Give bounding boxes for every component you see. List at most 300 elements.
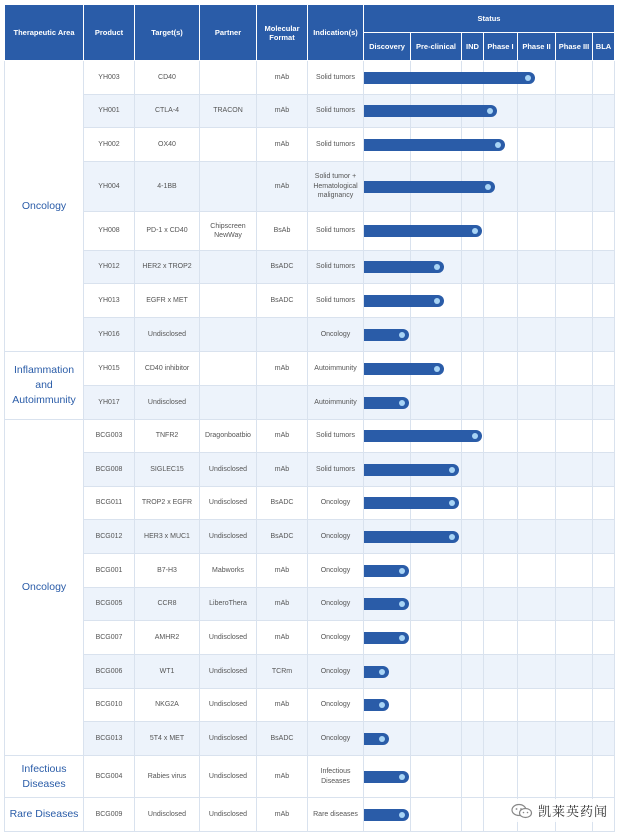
stage-cell	[364, 722, 411, 756]
format-cell: mAb	[257, 162, 308, 212]
product-cell: YH008	[84, 212, 135, 251]
progress-dot	[399, 601, 405, 607]
therapeutic-area-cell: Oncology	[5, 420, 84, 756]
stage-cell	[593, 352, 615, 386]
product-cell: BCG012	[84, 520, 135, 554]
target-cell: SIGLEC15	[135, 453, 200, 487]
stage-cell	[593, 453, 615, 487]
partner-cell	[200, 284, 257, 318]
progress-bar	[364, 464, 459, 476]
progress-dot	[434, 298, 440, 304]
stage-cell	[556, 352, 593, 386]
stage-cell	[556, 487, 593, 520]
product-cell: BCG013	[84, 722, 135, 756]
stage-cell	[556, 251, 593, 284]
indication-cell: Oncology	[308, 487, 364, 520]
stage-cell	[462, 487, 484, 520]
partner-cell: Undisclosed	[200, 520, 257, 554]
stage-cell	[484, 453, 518, 487]
format-cell: BsADC	[257, 251, 308, 284]
stage-cell	[518, 453, 556, 487]
table-row	[5, 756, 615, 798]
format-cell: mAb	[257, 95, 308, 128]
indication-cell: Oncology	[308, 318, 364, 352]
product-cell: YH004	[84, 162, 135, 212]
table-row	[5, 621, 615, 655]
table-row	[5, 61, 615, 95]
indication-cell: Oncology	[308, 621, 364, 655]
stage-cell	[556, 756, 593, 798]
stage-cell	[364, 554, 411, 588]
table-row	[5, 655, 615, 689]
header-stage-ind: IND	[462, 33, 484, 61]
stage-cell	[484, 284, 518, 318]
stage-cell	[518, 318, 556, 352]
target-cell: HER2 x TROP2	[135, 251, 200, 284]
indication-cell: Oncology	[308, 722, 364, 756]
stage-cell	[484, 722, 518, 756]
product-cell: YH003	[84, 61, 135, 95]
product-cell: BCG005	[84, 588, 135, 621]
format-cell: BsADC	[257, 722, 308, 756]
stage-cell	[364, 318, 411, 352]
indication-cell: Solid tumors	[308, 453, 364, 487]
stage-cell	[462, 689, 484, 722]
stage-cell	[484, 621, 518, 655]
stage-cell	[593, 128, 615, 162]
header-targets: Target(s)	[135, 5, 200, 61]
header-stage-phase-1: Phase I	[484, 33, 518, 61]
progress-dot	[487, 108, 493, 114]
stage-cell	[518, 554, 556, 588]
target-cell: B7-H3	[135, 554, 200, 588]
stage-cell	[411, 318, 462, 352]
progress-dot	[525, 75, 531, 81]
product-cell: YH001	[84, 95, 135, 128]
stage-cell	[556, 318, 593, 352]
partner-cell: TRACON	[200, 95, 257, 128]
product-cell: YH015	[84, 352, 135, 386]
stage-cell	[411, 722, 462, 756]
stage-cell	[364, 453, 411, 487]
stage-cell	[462, 318, 484, 352]
header-partner: Partner	[200, 5, 257, 61]
wechat-icon	[511, 803, 533, 819]
progress-dot	[434, 366, 440, 372]
stage-cell	[364, 621, 411, 655]
target-cell: TNFR2	[135, 420, 200, 453]
target-cell: AMHR2	[135, 621, 200, 655]
stage-cell	[556, 212, 593, 251]
stage-cell	[593, 386, 615, 420]
stage-cell	[518, 162, 556, 212]
stage-cell	[364, 756, 411, 798]
format-cell: BsADC	[257, 520, 308, 554]
pipeline-body	[5, 61, 615, 832]
stage-cell	[593, 162, 615, 212]
stage-cell	[556, 386, 593, 420]
table-row	[5, 520, 615, 554]
stage-cell	[462, 386, 484, 420]
header-stage-phase-3: Phase III	[556, 33, 593, 61]
stage-cell	[364, 212, 411, 251]
indication-cell: Solid tumors	[308, 420, 364, 453]
table-row	[5, 95, 615, 128]
stage-cell	[411, 756, 462, 798]
stage-cell	[518, 386, 556, 420]
stage-cell	[462, 520, 484, 554]
indication-cell: Oncology	[308, 520, 364, 554]
header-indications: Indication(s)	[308, 5, 364, 61]
indication-cell: Infectious Diseases	[308, 756, 364, 798]
format-cell: mAb	[257, 554, 308, 588]
product-cell: BCG010	[84, 689, 135, 722]
format-cell	[257, 318, 308, 352]
table-row	[5, 212, 615, 251]
stage-cell	[518, 95, 556, 128]
stage-cell	[518, 520, 556, 554]
stage-cell	[462, 722, 484, 756]
stage-cell	[518, 251, 556, 284]
progress-bar	[364, 430, 482, 442]
partner-cell: Undisclosed	[200, 453, 257, 487]
stage-cell	[364, 61, 411, 95]
target-cell: EGFR x MET	[135, 284, 200, 318]
stage-cell	[364, 352, 411, 386]
progress-dot	[399, 812, 405, 818]
stage-cell	[556, 162, 593, 212]
format-cell: mAb	[257, 756, 308, 798]
target-cell: 5T4 x MET	[135, 722, 200, 756]
progress-bar	[364, 329, 409, 341]
product-cell: BCG008	[84, 453, 135, 487]
target-cell: TROP2 x EGFR	[135, 487, 200, 520]
indication-cell: Solid tumors	[308, 128, 364, 162]
table-row	[5, 318, 615, 352]
table-row	[5, 128, 615, 162]
table-row	[5, 722, 615, 756]
partner-cell: Mabworks	[200, 554, 257, 588]
stage-cell	[484, 352, 518, 386]
stage-cell	[518, 487, 556, 520]
stage-cell	[364, 689, 411, 722]
header-stage-phase-2: Phase II	[518, 33, 556, 61]
table-row	[5, 588, 615, 621]
stage-cell	[593, 520, 615, 554]
stage-cell	[556, 95, 593, 128]
indication-cell: Solid tumors	[308, 284, 364, 318]
stage-cell	[484, 655, 518, 689]
stage-cell	[411, 689, 462, 722]
table-row	[5, 689, 615, 722]
stage-cell	[556, 128, 593, 162]
table-row	[5, 453, 615, 487]
target-cell: Undisclosed	[135, 798, 200, 832]
header-therapeutic-area: Therapeutic Area	[5, 5, 84, 61]
progress-bar	[364, 598, 409, 610]
stage-cell	[484, 251, 518, 284]
stage-cell	[556, 420, 593, 453]
progress-bar	[364, 733, 389, 745]
product-cell: BCG009	[84, 798, 135, 832]
progress-bar	[364, 363, 444, 375]
stage-cell	[484, 756, 518, 798]
progress-dot	[434, 264, 440, 270]
progress-dot	[399, 400, 405, 406]
product-cell: BCG001	[84, 554, 135, 588]
partner-cell	[200, 162, 257, 212]
partner-cell: Undisclosed	[200, 655, 257, 689]
stage-cell	[556, 453, 593, 487]
progress-dot	[399, 774, 405, 780]
stage-cell	[364, 655, 411, 689]
stage-cell	[364, 386, 411, 420]
progress-bar	[364, 225, 482, 237]
stage-cell	[364, 251, 411, 284]
progress-bar	[364, 565, 409, 577]
watermark-text: 凯莱英药闻	[537, 804, 608, 819]
indication-cell: Solid tumors	[308, 212, 364, 251]
format-cell: mAb	[257, 352, 308, 386]
progress-bar	[364, 666, 389, 678]
therapeutic-area-cell: Infectious Diseases	[5, 756, 84, 798]
indication-cell: Solid tumors	[308, 251, 364, 284]
target-cell: OX40	[135, 128, 200, 162]
partner-cell: Undisclosed	[200, 756, 257, 798]
target-cell: Undisclosed	[135, 386, 200, 420]
progress-bar	[364, 771, 409, 783]
watermark	[507, 799, 612, 822]
stage-cell	[518, 655, 556, 689]
format-cell: BsADC	[257, 487, 308, 520]
progress-dot	[472, 228, 478, 234]
header-product: Product	[84, 5, 135, 61]
progress-bar	[364, 295, 444, 307]
therapeutic-area-cell: Oncology	[5, 61, 84, 352]
stage-cell	[518, 689, 556, 722]
stage-cell	[556, 284, 593, 318]
stage-cell	[556, 722, 593, 756]
stage-cell	[593, 212, 615, 251]
stage-cell	[556, 61, 593, 95]
progress-dot	[399, 568, 405, 574]
target-cell: Undisclosed	[135, 318, 200, 352]
stage-cell	[462, 554, 484, 588]
header-stage-preclinical: Pre-clinical	[411, 33, 462, 61]
stage-cell	[593, 722, 615, 756]
header-status: Status	[364, 5, 615, 33]
progress-dot	[379, 702, 385, 708]
stage-cell	[593, 621, 615, 655]
partner-cell: Undisclosed	[200, 621, 257, 655]
progress-bar	[364, 72, 535, 84]
partner-cell	[200, 251, 257, 284]
progress-dot	[379, 736, 385, 742]
stage-cell	[462, 284, 484, 318]
format-cell: mAb	[257, 128, 308, 162]
stage-cell	[593, 588, 615, 621]
partner-cell: LiberoThera	[200, 588, 257, 621]
stage-cell	[518, 212, 556, 251]
progress-dot	[495, 142, 501, 148]
stage-cell	[518, 621, 556, 655]
stage-cell	[364, 420, 411, 453]
header-stage-bla: BLA	[593, 33, 615, 61]
format-cell: mAb	[257, 61, 308, 95]
target-cell: WT1	[135, 655, 200, 689]
header-molecular-format: Molecular Format	[257, 5, 308, 61]
table-row	[5, 554, 615, 588]
progress-dot	[485, 184, 491, 190]
stage-cell	[462, 453, 484, 487]
indication-cell: Solid tumors	[308, 61, 364, 95]
format-cell: mAb	[257, 420, 308, 453]
stage-cell	[593, 61, 615, 95]
format-cell: mAb	[257, 689, 308, 722]
target-cell: CD40 inhibitor	[135, 352, 200, 386]
stage-cell	[518, 352, 556, 386]
stage-cell	[484, 487, 518, 520]
progress-bar	[364, 531, 459, 543]
target-cell: Rabies virus	[135, 756, 200, 798]
format-cell: TCRm	[257, 655, 308, 689]
progress-bar	[364, 105, 497, 117]
therapeutic-area-cell: Inflammation and Autoimmunity	[5, 352, 84, 420]
stage-cell	[364, 95, 411, 128]
stage-cell	[593, 689, 615, 722]
stage-cell	[462, 798, 484, 832]
stage-cell	[462, 251, 484, 284]
partner-cell: Undisclosed	[200, 798, 257, 832]
stage-cell	[593, 251, 615, 284]
progress-bar	[364, 181, 495, 193]
progress-dot	[379, 669, 385, 675]
stage-cell	[484, 554, 518, 588]
stage-cell	[364, 520, 411, 554]
stage-cell	[593, 284, 615, 318]
indication-cell: Oncology	[308, 588, 364, 621]
indication-cell: Solid tumors	[308, 95, 364, 128]
stage-cell	[411, 621, 462, 655]
product-cell: BCG004	[84, 756, 135, 798]
partner-cell	[200, 352, 257, 386]
partner-cell	[200, 386, 257, 420]
stage-cell	[593, 487, 615, 520]
progress-bar	[364, 261, 444, 273]
stage-cell	[556, 655, 593, 689]
stage-cell	[364, 128, 411, 162]
stage-cell	[462, 655, 484, 689]
target-cell: CCR8	[135, 588, 200, 621]
therapeutic-area-cell: Rare Diseases	[5, 798, 84, 832]
stage-cell	[462, 588, 484, 621]
progress-bar	[364, 497, 459, 509]
progress-dot	[399, 635, 405, 641]
stage-cell	[484, 588, 518, 621]
stage-cell	[411, 588, 462, 621]
stage-cell	[518, 128, 556, 162]
stage-cell	[518, 756, 556, 798]
product-cell: YH002	[84, 128, 135, 162]
progress-bar	[364, 809, 409, 821]
stage-cell	[411, 655, 462, 689]
table-row	[5, 162, 615, 212]
indication-cell: Oncology	[308, 554, 364, 588]
partner-cell: Undisclosed	[200, 722, 257, 756]
stage-cell	[518, 722, 556, 756]
header-stage-discovery: Discovery	[364, 33, 411, 61]
stage-cell	[593, 655, 615, 689]
stage-cell	[593, 756, 615, 798]
stage-cell	[364, 588, 411, 621]
partner-cell: Undisclosed	[200, 487, 257, 520]
product-cell: BCG011	[84, 487, 135, 520]
table-row	[5, 251, 615, 284]
stage-cell	[462, 756, 484, 798]
indication-cell: Oncology	[308, 655, 364, 689]
stage-cell	[593, 95, 615, 128]
target-cell: PD-1 x CD40	[135, 212, 200, 251]
stage-cell	[364, 284, 411, 318]
stage-cell	[484, 689, 518, 722]
stage-cell	[556, 554, 593, 588]
stage-cell	[518, 284, 556, 318]
stage-cell	[593, 420, 615, 453]
stage-cell	[364, 162, 411, 212]
target-cell: CD40	[135, 61, 200, 95]
format-cell: mAb	[257, 453, 308, 487]
product-cell: BCG007	[84, 621, 135, 655]
partner-cell: Undisclosed	[200, 689, 257, 722]
stage-cell	[364, 798, 411, 832]
progress-dot	[399, 332, 405, 338]
table-row	[5, 284, 615, 318]
format-cell: mAb	[257, 588, 308, 621]
product-cell: BCG006	[84, 655, 135, 689]
target-cell: 4-1BB	[135, 162, 200, 212]
stage-cell	[484, 420, 518, 453]
table-row	[5, 352, 615, 386]
progress-dot	[472, 433, 478, 439]
progress-bar	[364, 397, 409, 409]
progress-dot	[449, 467, 455, 473]
product-cell: BCG003	[84, 420, 135, 453]
progress-bar	[364, 139, 505, 151]
stage-cell	[462, 621, 484, 655]
stage-cell	[518, 420, 556, 453]
partner-cell: Dragonboatbio	[200, 420, 257, 453]
indication-cell: Rare diseases	[308, 798, 364, 832]
target-cell: HER3 x MUC1	[135, 520, 200, 554]
partner-cell	[200, 128, 257, 162]
format-cell: mAb	[257, 621, 308, 655]
product-cell: YH012	[84, 251, 135, 284]
stage-cell	[411, 798, 462, 832]
stage-cell	[411, 554, 462, 588]
stage-cell	[484, 212, 518, 251]
product-cell: YH013	[84, 284, 135, 318]
progress-bar	[364, 632, 409, 644]
format-cell: BsADC	[257, 284, 308, 318]
stage-cell	[556, 588, 593, 621]
stage-cell	[484, 520, 518, 554]
indication-cell: Oncology	[308, 689, 364, 722]
partner-cell	[200, 61, 257, 95]
stage-cell	[364, 487, 411, 520]
format-cell	[257, 386, 308, 420]
target-cell: CTLA-4	[135, 95, 200, 128]
stage-cell	[518, 588, 556, 621]
